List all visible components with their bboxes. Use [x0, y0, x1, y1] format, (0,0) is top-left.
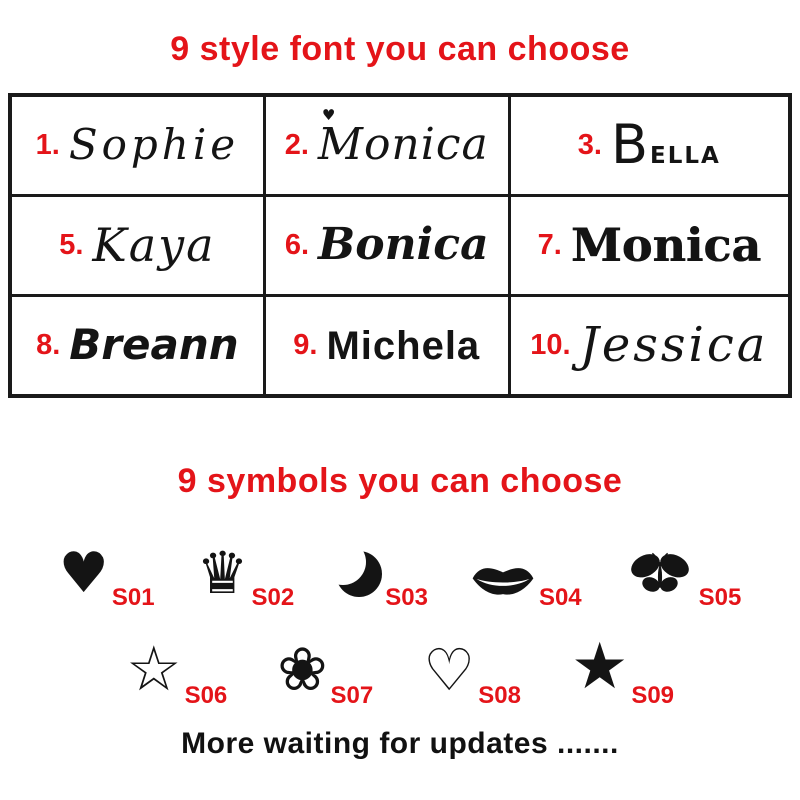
lips-icon	[470, 559, 536, 599]
font-sample-michela: Michela	[326, 323, 481, 368]
symbol-item-s09	[571, 639, 675, 709]
symbol-code: S06	[184, 681, 228, 709]
symbol-code: S07	[330, 681, 374, 709]
font-section-title: 9 style font you can choose	[170, 30, 630, 68]
heart-outline-icon	[423, 644, 475, 696]
symbol-code: S02	[251, 584, 295, 611]
heart-filled-icon	[59, 549, 109, 599]
symbol-item-s06	[126, 641, 228, 709]
footer-updates-note: More waiting for updates .......	[181, 726, 619, 760]
font-option-number: 1.	[35, 129, 60, 161]
symbol-row-2	[0, 639, 800, 709]
symbol-row-1	[0, 545, 800, 611]
star-outline-icon	[126, 641, 182, 697]
symbol-item-s01	[59, 549, 155, 611]
symbol-item-s03	[336, 551, 428, 611]
font-sample-sophie: Sophie	[68, 120, 240, 170]
font-style-table	[8, 93, 792, 398]
symbol-item-s08	[423, 644, 521, 709]
symbol-code: S03	[385, 584, 428, 611]
crown-icon	[197, 547, 249, 599]
font-cell-5	[10, 196, 264, 296]
crescent-moon-icon	[336, 551, 382, 597]
font-table-row	[10, 196, 790, 296]
font-option-number: 9.	[293, 329, 318, 361]
font-cell-7	[509, 196, 790, 296]
font-option-number: 10.	[530, 329, 571, 361]
font-sample-bonica: Bonica	[318, 219, 489, 271]
symbol-item-s05	[624, 545, 742, 611]
font-cell-10	[509, 296, 790, 397]
flower-outline-icon	[277, 643, 327, 697]
font-option-number: 8.	[36, 329, 61, 361]
font-option-number: 6.	[284, 229, 310, 261]
font-sample-monica-script: Monica	[317, 119, 489, 171]
font-option-number: 2.	[284, 129, 309, 161]
symbol-code: S04	[538, 584, 582, 611]
font-option-number: 5.	[59, 229, 84, 261]
symbol-item-s07	[277, 643, 374, 709]
symbol-code: S09	[631, 681, 675, 709]
font-option-number: 7.	[537, 229, 562, 261]
font-cell-6	[264, 196, 509, 296]
font-table-row	[10, 296, 790, 397]
symbol-code: S05	[698, 584, 742, 611]
font-sample-kaya: Kaya	[92, 218, 216, 273]
font-cell-3	[509, 95, 790, 196]
font-sample-bella: BELLA	[610, 113, 721, 177]
font-cell-1	[10, 95, 264, 196]
font-sample-monica-blackletter: Monica	[570, 218, 762, 273]
symbol-item-s02	[197, 547, 295, 611]
font-cell-2	[264, 95, 509, 196]
symbol-section-title: 9 symbols you can choose	[177, 462, 623, 500]
font-cell-8	[10, 296, 264, 397]
font-cell-9	[264, 296, 509, 397]
symbol-item-s04	[470, 559, 582, 611]
symbol-code: S08	[478, 681, 521, 709]
butterfly-icon	[624, 545, 696, 599]
star-filled-icon	[571, 639, 628, 697]
font-table-row	[10, 95, 790, 196]
font-sample-breann: Breann	[69, 320, 239, 370]
symbol-code: S01	[111, 584, 155, 611]
heart-accent-icon	[322, 108, 335, 123]
font-option-number: 3.	[577, 129, 602, 161]
font-sample-jessica: Jessica	[579, 317, 769, 374]
